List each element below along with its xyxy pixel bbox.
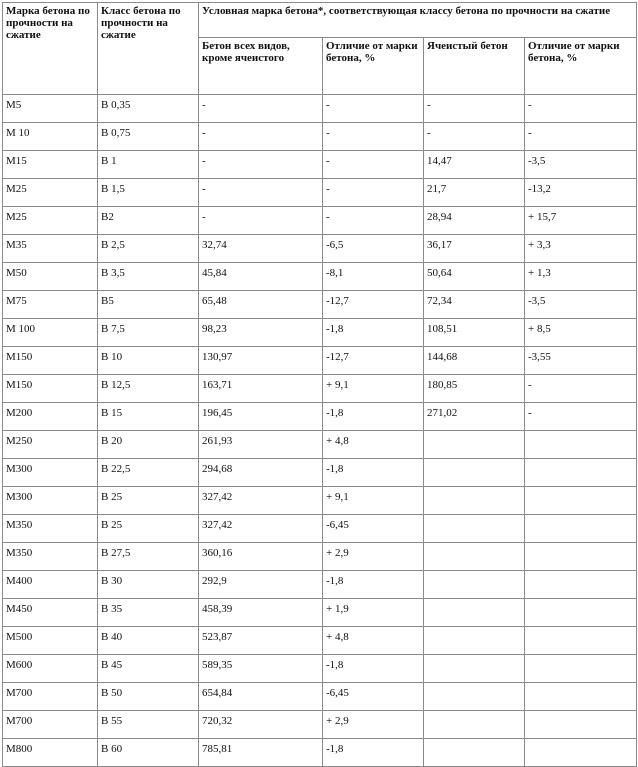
cell-all-types: 720,32: [199, 711, 323, 739]
cell-diff-all-types: -1,8: [323, 571, 424, 599]
cell-cellular: 21,7: [424, 179, 525, 207]
cell-diff-all-types: -: [323, 123, 424, 151]
cell-diff-all-types: -8,1: [323, 263, 424, 291]
cell-class: В 12,5: [98, 375, 199, 403]
table-row: [3, 683, 637, 711]
cell-diff-cellular: -3,5: [525, 151, 637, 179]
table-row: [3, 179, 637, 207]
cell-diff-cellular: [525, 683, 637, 711]
cell-grade: М 100: [3, 319, 98, 347]
cell-class: В 25: [98, 487, 199, 515]
cell-all-types: 327,42: [199, 487, 323, 515]
cell-diff-all-types: -1,8: [323, 319, 424, 347]
cell-cellular: [424, 431, 525, 459]
cell-class: В 0,75: [98, 123, 199, 151]
table-row: [3, 347, 637, 375]
table-row: [3, 207, 637, 235]
cell-class: В 20: [98, 431, 199, 459]
cell-grade: М50: [3, 263, 98, 291]
cell-cellular: [424, 571, 525, 599]
table-row: [3, 599, 637, 627]
cell-class: В 7,5: [98, 319, 199, 347]
cell-all-types: 294,68: [199, 459, 323, 487]
cell-grade: М25: [3, 179, 98, 207]
cell-all-types: 458,39: [199, 599, 323, 627]
cell-cellular: -: [424, 95, 525, 123]
table-row: [3, 95, 637, 123]
cell-diff-cellular: [525, 515, 637, 543]
cell-grade: М150: [3, 347, 98, 375]
table-row: [3, 151, 637, 179]
cell-grade: М350: [3, 543, 98, 571]
cell-class: В 3,5: [98, 263, 199, 291]
cell-grade: М 10: [3, 123, 98, 151]
cell-diff-cellular: -: [525, 375, 637, 403]
cell-all-types: 45,84: [199, 263, 323, 291]
cell-all-types: 163,71: [199, 375, 323, 403]
cell-diff-cellular: [525, 599, 637, 627]
cell-class: В2: [98, 207, 199, 235]
cell-all-types: 65,48: [199, 291, 323, 319]
cell-class: В 27,5: [98, 543, 199, 571]
cell-diff-cellular: -13,2: [525, 179, 637, 207]
cell-diff-all-types: + 2,9: [323, 711, 424, 739]
table-row: [3, 739, 637, 767]
cell-all-types: 327,42: [199, 515, 323, 543]
cell-class: В 55: [98, 711, 199, 739]
cell-diff-cellular: + 8,5: [525, 319, 637, 347]
cell-cellular: [424, 683, 525, 711]
cell-diff-all-types: + 9,1: [323, 375, 424, 403]
cell-diff-all-types: + 1,9: [323, 599, 424, 627]
cell-diff-all-types: -1,8: [323, 739, 424, 767]
cell-cellular: -: [424, 123, 525, 151]
cell-diff-cellular: -: [525, 123, 637, 151]
cell-all-types: 360,16: [199, 543, 323, 571]
table-row: [3, 291, 637, 319]
cell-all-types: 32,74: [199, 235, 323, 263]
cell-diff-all-types: + 4,8: [323, 627, 424, 655]
cell-diff-cellular: [525, 487, 637, 515]
cell-diff-all-types: -: [323, 207, 424, 235]
table-row: [3, 375, 637, 403]
table-row: [3, 123, 637, 151]
cell-cellular: 180,85: [424, 375, 525, 403]
cell-diff-cellular: [525, 459, 637, 487]
cell-all-types: 130,97: [199, 347, 323, 375]
cell-grade: М500: [3, 627, 98, 655]
cell-grade: М75: [3, 291, 98, 319]
cell-all-types: 196,45: [199, 403, 323, 431]
cell-grade: М150: [3, 375, 98, 403]
header-diff-cellular: Отличие от марки бетона, %: [525, 38, 637, 95]
cell-diff-cellular: [525, 711, 637, 739]
table-body: [3, 95, 637, 767]
cell-class: В 60: [98, 739, 199, 767]
cell-cellular: [424, 739, 525, 767]
cell-diff-cellular: [525, 627, 637, 655]
cell-grade: М200: [3, 403, 98, 431]
cell-class: В 30: [98, 571, 199, 599]
cell-class: В 1,5: [98, 179, 199, 207]
cell-cellular: 28,94: [424, 207, 525, 235]
cell-diff-all-types: -1,8: [323, 403, 424, 431]
cell-grade: М300: [3, 487, 98, 515]
cell-diff-cellular: -3,55: [525, 347, 637, 375]
table-row: [3, 711, 637, 739]
cell-diff-cellular: -: [525, 403, 637, 431]
cell-all-types: -: [199, 207, 323, 235]
cell-all-types: -: [199, 95, 323, 123]
cell-diff-all-types: -: [323, 179, 424, 207]
cell-all-types: -: [199, 123, 323, 151]
cell-cellular: 144,68: [424, 347, 525, 375]
table-row: [3, 403, 637, 431]
cell-class: В 2,5: [98, 235, 199, 263]
cell-cellular: 14,47: [424, 151, 525, 179]
table-row: [3, 431, 637, 459]
cell-all-types: 589,35: [199, 655, 323, 683]
cell-diff-cellular: [525, 431, 637, 459]
cell-diff-all-types: -6,5: [323, 235, 424, 263]
cell-diff-cellular: [525, 543, 637, 571]
cell-diff-all-types: + 9,1: [323, 487, 424, 515]
cell-grade: М400: [3, 571, 98, 599]
cell-diff-cellular: [525, 655, 637, 683]
header-class: Класс бетона по прочности на сжатие: [98, 3, 199, 95]
cell-diff-all-types: + 2,9: [323, 543, 424, 571]
cell-all-types: 785,81: [199, 739, 323, 767]
cell-diff-all-types: -: [323, 151, 424, 179]
cell-cellular: [424, 627, 525, 655]
cell-grade: М800: [3, 739, 98, 767]
cell-grade: М350: [3, 515, 98, 543]
cell-grade: М700: [3, 683, 98, 711]
cell-class: В 15: [98, 403, 199, 431]
cell-diff-cellular: [525, 739, 637, 767]
cell-all-types: 292,9: [199, 571, 323, 599]
cell-grade: М35: [3, 235, 98, 263]
cell-cellular: [424, 487, 525, 515]
cell-class: В 50: [98, 683, 199, 711]
cell-diff-all-types: -12,7: [323, 291, 424, 319]
cell-grade: М300: [3, 459, 98, 487]
cell-class: В 35: [98, 599, 199, 627]
cell-cellular: 50,64: [424, 263, 525, 291]
header-diff-all-types: Отличие от марки бетона, %: [323, 38, 424, 95]
cell-class: В5: [98, 291, 199, 319]
table-row: [3, 263, 637, 291]
table-row: [3, 655, 637, 683]
cell-class: В 25: [98, 515, 199, 543]
cell-cellular: [424, 459, 525, 487]
cell-cellular: 36,17: [424, 235, 525, 263]
cell-grade: М600: [3, 655, 98, 683]
cell-diff-cellular: [525, 571, 637, 599]
cell-diff-all-types: -: [323, 95, 424, 123]
cell-cellular: [424, 543, 525, 571]
table-row: [3, 319, 637, 347]
cell-class: В 40: [98, 627, 199, 655]
cell-cellular: [424, 599, 525, 627]
cell-grade: М250: [3, 431, 98, 459]
table-row: [3, 543, 637, 571]
cell-all-types: 261,93: [199, 431, 323, 459]
cell-class: В 22,5: [98, 459, 199, 487]
cell-diff-all-types: -1,8: [323, 459, 424, 487]
header-all-types: Бетон всех видов, кроме ячеистого: [199, 38, 323, 95]
table-row: [3, 627, 637, 655]
cell-cellular: [424, 515, 525, 543]
cell-diff-cellular: + 15,7: [525, 207, 637, 235]
cell-cellular: [424, 711, 525, 739]
cell-diff-all-types: + 4,8: [323, 431, 424, 459]
cell-diff-all-types: -6,45: [323, 683, 424, 711]
cell-all-types: 654,84: [199, 683, 323, 711]
cell-grade: М700: [3, 711, 98, 739]
cell-diff-cellular: + 3,3: [525, 235, 637, 263]
cell-all-types: -: [199, 151, 323, 179]
cell-class: В 10: [98, 347, 199, 375]
cell-grade: М450: [3, 599, 98, 627]
table-row: [3, 515, 637, 543]
cell-all-types: 98,23: [199, 319, 323, 347]
cell-all-types: 523,87: [199, 627, 323, 655]
cell-diff-all-types: -12,7: [323, 347, 424, 375]
cell-diff-cellular: -3,5: [525, 291, 637, 319]
cell-grade: М5: [3, 95, 98, 123]
cell-class: В 1: [98, 151, 199, 179]
cell-grade: М25: [3, 207, 98, 235]
cell-cellular: 271,02: [424, 403, 525, 431]
cell-diff-all-types: -6,45: [323, 515, 424, 543]
table-row: [3, 459, 637, 487]
cell-cellular: 72,34: [424, 291, 525, 319]
cell-diff-all-types: -1,8: [323, 655, 424, 683]
table-row: [3, 487, 637, 515]
cell-diff-cellular: + 1,3: [525, 263, 637, 291]
cell-class: В 45: [98, 655, 199, 683]
table-row: [3, 571, 637, 599]
cell-cellular: [424, 655, 525, 683]
concrete-grade-class-table: [2, 2, 637, 767]
cell-cellular: 108,51: [424, 319, 525, 347]
header-cellular: Ячеистый бетон: [424, 38, 525, 95]
header-conditional-grade: Условная марка бетона*, соответствующая классу бетона по прочности на сжатие: [199, 3, 637, 38]
cell-all-types: -: [199, 179, 323, 207]
header-grade: Марка бетона по прочности на сжатие: [3, 3, 98, 95]
cell-diff-cellular: -: [525, 95, 637, 123]
cell-grade: М15: [3, 151, 98, 179]
table-row: [3, 235, 637, 263]
cell-class: В 0,35: [98, 95, 199, 123]
